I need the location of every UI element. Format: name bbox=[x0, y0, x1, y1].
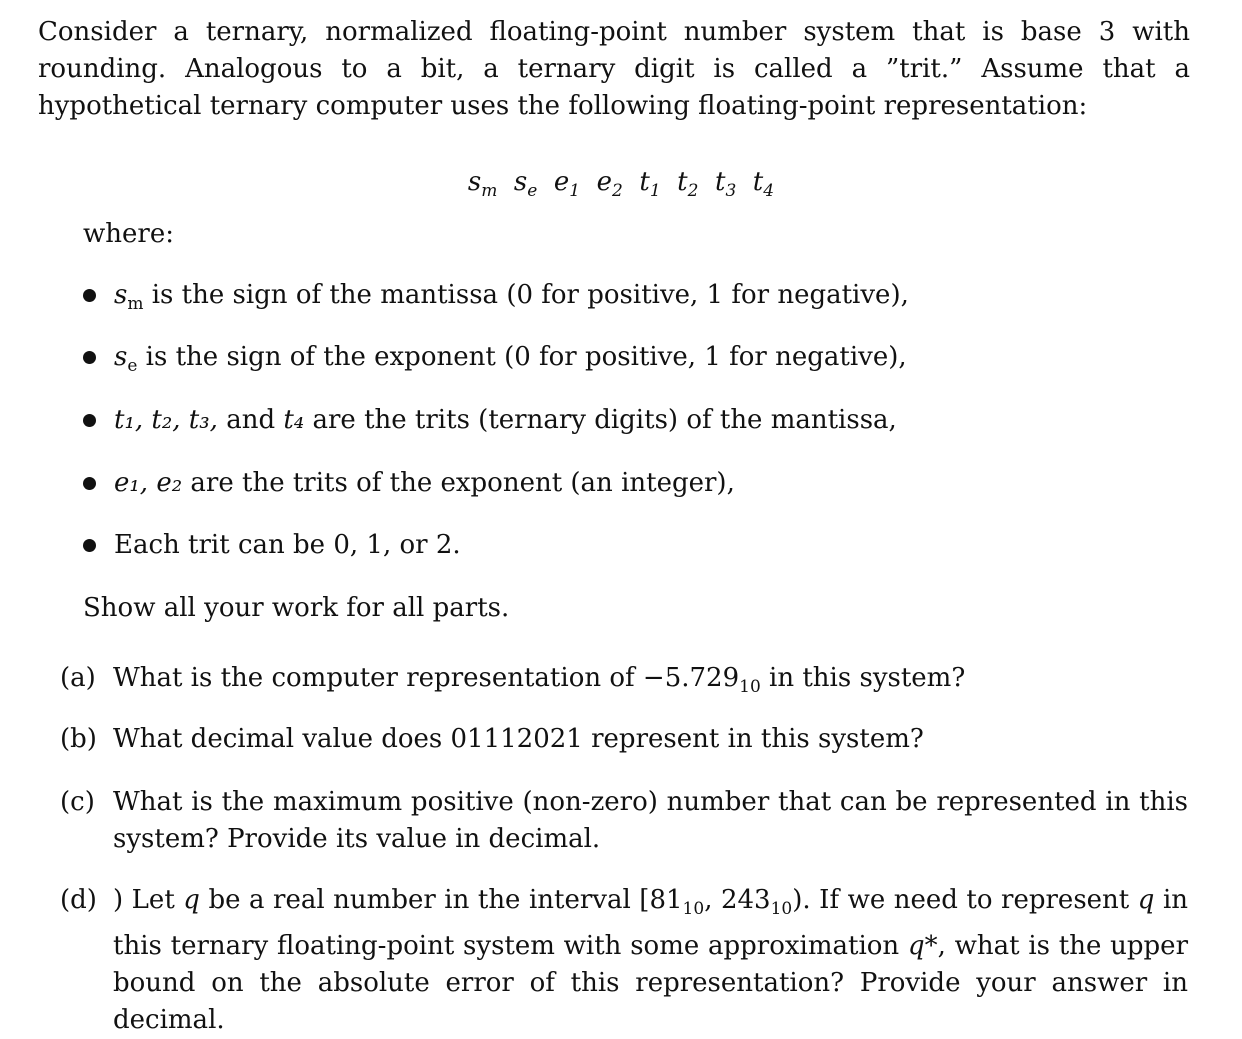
part-d-text: ) Let q be a real number in the interval [$81_{10}$, $243_{10}$). If we need to represent q in this ternary floating-point system with some approximation q*, what is the upper bound on the absolute error of this representation? Provide your answer in decimal. bbox=[113, 885, 1188, 1036]
part-c-text: What is the maximum positive (non-zero) number that can be represented in this system? Provide its value in decimal. bbox=[113, 787, 1188, 854]
bullet-text: $s_e$ is the sign of the exponent (0 for positive, 1 for negative), bbox=[114, 342, 907, 377]
bullet-text: $s_m$ is the sign of the mantissa (0 for positive, 1 for negative), bbox=[114, 280, 909, 315]
rep-token-t2: $t_2$ bbox=[677, 167, 699, 202]
part-a-text: What is the computer representation of $-5.729_{10}$ in this system? bbox=[113, 663, 966, 698]
part-b-text: What decimal value does 01112021 represent in this system? bbox=[113, 724, 924, 754]
where-label: where: bbox=[83, 219, 174, 249]
rep-token-e1: $e_1$ bbox=[553, 167, 581, 202]
bullet-dot bbox=[83, 414, 96, 427]
rep-token-sm: $s_m$ bbox=[467, 167, 498, 202]
part-label: (d) bbox=[60, 885, 97, 915]
rep-token-se: $s_e$ bbox=[513, 167, 538, 202]
bullet-text: Each trit can be 0, 1, or 2. bbox=[114, 530, 461, 560]
rep-token-t4: $t_4$ bbox=[752, 167, 775, 202]
rep-token-t1: $t_1$ bbox=[639, 167, 661, 202]
intro-paragraph: Consider a ternary, normalized floating-point number system that is base 3 with rounding. Analogous to a bit, a ternary digit is called a ”trit.” Assume that a hypothetical ternary computer uses the following floating-point representation: bbox=[38, 17, 1190, 121]
bullet-dot bbox=[83, 539, 96, 552]
part-label: (c) bbox=[60, 787, 95, 817]
show-work-note: Show all your work for all parts. bbox=[83, 593, 510, 623]
representation-formula bbox=[0, 164, 1242, 210]
bullet-dot bbox=[83, 289, 96, 302]
bullet-text: t₁, t₂, t₃, and t₄ are the trits (ternary digits) of the mantissa, bbox=[114, 405, 897, 435]
bullet-text: e₁, e₂ are the trits of the exponent (an integer), bbox=[114, 468, 735, 498]
part-label: (b) bbox=[60, 724, 97, 754]
part-label: (a) bbox=[60, 663, 96, 693]
bullet-dot bbox=[83, 351, 96, 364]
rep-token-t3: $t_3$ bbox=[714, 167, 737, 202]
rep-token-e2: $e_2$ bbox=[596, 167, 623, 202]
bullet-dot bbox=[83, 477, 96, 490]
